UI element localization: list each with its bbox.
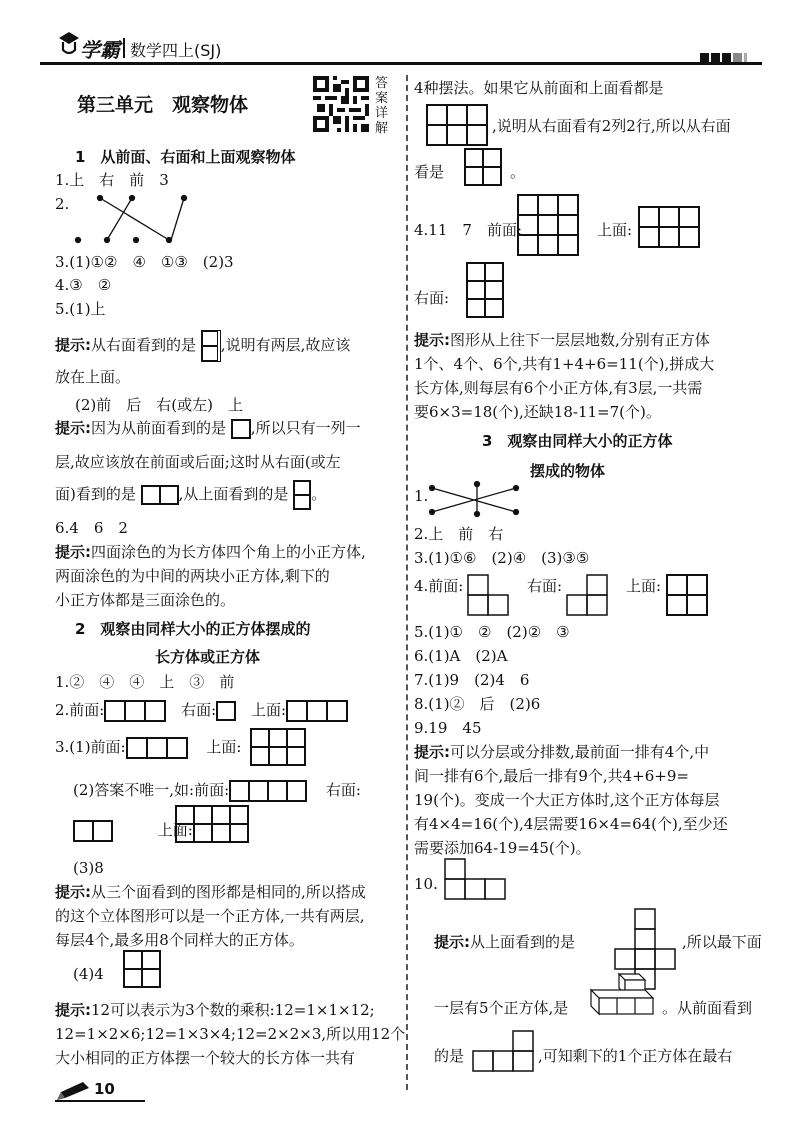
right-view-1-figure	[216, 701, 236, 721]
section-3-title-a: 3 观察由同样大小的正方体	[482, 432, 673, 450]
ans-3-1: 1.	[414, 487, 429, 505]
ans-3-7: 7.(1)9 (2)4 6	[414, 671, 530, 689]
right-column	[414, 0, 762, 1130]
hint-3-10c: 的是	[434, 1047, 465, 1065]
front-view-3b-figure	[126, 737, 188, 759]
section-1-title: 1 从前面、右面和上面观察物体	[75, 148, 296, 166]
view-two-stack-figure	[201, 330, 221, 362]
ans-1-5-2: (2)前 后 右(或左) 上	[75, 396, 243, 414]
hint-2-4a: 提示:12可以表示为3个数的乘积:12=1×1×12;	[55, 1001, 375, 1019]
hint-2-3c: 每层4个,最多用8个同样大的正方体。	[55, 931, 304, 949]
ans-2-3-2b: 上面:	[73, 818, 193, 842]
answer-10-figure	[444, 858, 508, 900]
hint-3-10a: 提示:从上面看到的是	[434, 933, 576, 951]
ans-2-3: 3.(1)前面: 上面:	[55, 735, 241, 759]
right-view-2-figure	[73, 820, 113, 842]
ans-1-6: 6.4 6 2	[55, 519, 128, 537]
hint-1-5e: 面)看到的是 ,从上面看到的是 。	[55, 480, 326, 504]
section-3-title-b: 摆成的物体	[530, 462, 606, 480]
ans-1-2: 2.	[55, 195, 70, 213]
hint-2-3a: 提示:从三个面看到的图形都是相同的,所以搭成	[55, 883, 366, 901]
page-number: 10	[94, 1080, 115, 1098]
ans-2-3-4: (4)4	[73, 965, 104, 983]
left-column	[55, 0, 406, 1130]
right-view-2x3-figure	[466, 262, 504, 318]
right-view-2x2-figure	[464, 148, 502, 186]
bottom-layer-3d-figure	[589, 972, 661, 1024]
ans-3-4-right-label: 右面:	[527, 577, 563, 595]
ans-r-4-top-label: 上面:	[597, 221, 633, 239]
hint-1-5d: 层,故应该放在前面或后面;这时从右面(或左	[55, 453, 341, 471]
unit-title: 第三单元 观察物体	[77, 94, 249, 116]
section-2-title-b: 长方体或正方体	[155, 648, 261, 666]
hint-3-9b: 间一排有6个,最后一排有9个,共4+6+9=	[414, 767, 689, 785]
book-title: 数学四上(SJ)	[130, 41, 222, 60]
front-view-10-figure	[472, 1030, 536, 1072]
top-view-3-figure	[286, 700, 348, 722]
hint-2-4c: 大小相同的正方体摆一个较大的长方体一共有	[55, 1049, 356, 1067]
hint-r-4a: 提示:图形从上往下一层层地数,分别有正方体	[414, 331, 710, 349]
hint-r-2: ,说明从右面看有2列2行,所以从右面	[492, 117, 731, 135]
ans-1-3: 3.(1)①② ④ ①③ (2)3	[55, 253, 234, 271]
ans-3-2: 2.上 前 右	[414, 525, 504, 543]
hint-2-4b: 12=1×2×6;12=1×3×4;12=2×2×3,所以用12个	[55, 1025, 406, 1043]
cube-2x2-figure	[123, 950, 161, 988]
hint-3-9c: 19(个)。变成一个大正方体时,这个正方体每层	[414, 791, 720, 809]
ans-3-5: 5.(1)① ② (2)② ③	[414, 623, 570, 641]
hint-3-10b: 一层有5个正方体,是	[434, 999, 569, 1017]
hint-r-4c: 长方体,则每层有6个小正方体,有3层,一共需	[414, 379, 703, 397]
ans-3-4: 4.前面:	[414, 577, 464, 595]
view-two-row-figure	[141, 485, 179, 505]
pencil-icon	[55, 1080, 91, 1102]
ans-1-4: 4.③ ②	[55, 276, 112, 294]
view-two-col-figure	[293, 480, 311, 510]
right-view-l-figure	[566, 574, 610, 616]
ans-2-3-3: (3)8	[73, 859, 104, 877]
footer-rule	[55, 1100, 145, 1102]
qr-label: 答案详解	[375, 76, 389, 136]
ans-3-4-top-label: 上面:	[626, 577, 662, 595]
ans-2-1: 1.② ④ ④ 上 ③ 前	[55, 673, 235, 691]
column-divider	[406, 75, 408, 1090]
view-single-figure	[231, 419, 251, 439]
hint-1-5b: 放在上面。	[55, 368, 131, 386]
front-view-4-figure	[229, 780, 307, 802]
ans-r-4: 4.11 7 前面:	[414, 221, 522, 239]
front-view-3-figure	[104, 700, 166, 722]
hint-1-5c: 提示:因为从前面看到的是 ,所以只有一列一	[55, 419, 361, 437]
hint-2-3b: 的这个立体图形可以是一个正方体,一共有两层,	[55, 907, 365, 925]
hint-1-6b: 两面涂色的为中间的两块小正方体,剩下的	[55, 567, 330, 585]
hint-1-6c: 小正方体都是三面涂色的。	[55, 591, 236, 609]
ans-2-3-2: (2)答案不唯一,如:前面: 右面:	[73, 778, 361, 802]
front-view-l-figure	[467, 574, 511, 616]
ans-3-3: 3.(1)①⑥ (2)④ (3)③⑤	[414, 549, 590, 567]
hint-r-4d: 要6×3=18(个),还缺18-11=7(个)。	[414, 403, 661, 421]
top-view-2x2-figure	[666, 574, 708, 616]
hint-3-9e: 需要添加64-19=45(个)。	[414, 839, 591, 857]
hint-3-10a-end: ,所以最下面	[682, 933, 762, 951]
ans-3-10: 10.	[414, 875, 438, 893]
ans-3-9: 9.19 45	[414, 719, 482, 737]
matching-lines-figure	[70, 192, 210, 247]
brand-name: 学霸	[80, 38, 120, 62]
ans-r-4-right: 右面:	[414, 289, 450, 307]
ans-3-6: 6.(1)A (2)A	[414, 647, 508, 665]
front-view-3x3-figure	[517, 194, 579, 256]
section-2-title-a: 2 观察由同样大小的正方体摆成的	[75, 620, 311, 638]
hint-3-10c-end: ,可知剩下的1个正方体在最右	[538, 1047, 733, 1065]
hint-3-9d: 有4×4=16(个),4层需要16×4=64(个),至少还	[414, 815, 728, 833]
top-view-3x2-figure	[250, 728, 306, 766]
ans-2-2: 2.前面: 右面: 上面:	[55, 698, 348, 722]
hint-3-10b-end: 。从前面看到	[662, 999, 753, 1017]
ans-1-5: 5.(1)上	[55, 300, 106, 318]
hint-1-5a: 提示:从右面看到的是 ,说明有两层,故应该	[55, 330, 350, 354]
hint-r-3-end: 。	[510, 163, 526, 181]
hint-r-4b: 1个、4个、6个,共有1+4+6=11(个),拼成大	[414, 355, 715, 373]
ans-3-8: 8.(1)② 后 (2)6	[414, 695, 541, 713]
hint-1-6a: 提示:四面涂色的为长方体四个角上的小正方体,	[55, 543, 366, 561]
qr-code-icon	[313, 76, 369, 132]
top-view-4x2-figure	[175, 805, 249, 843]
view-3x2-figure	[426, 104, 488, 146]
ans-1-1: 1.上 右 前 3	[55, 171, 169, 189]
hint-3-9a: 提示:可以分层或分排数,最前面一排有4个,中	[414, 743, 710, 761]
top-view-3x2b-figure	[638, 206, 700, 248]
hint-r-1: 4种摆法。如果它从前面和上面看都是	[414, 79, 664, 97]
hint-r-3: 看是	[414, 163, 445, 181]
star-matching-figure	[424, 480, 524, 520]
